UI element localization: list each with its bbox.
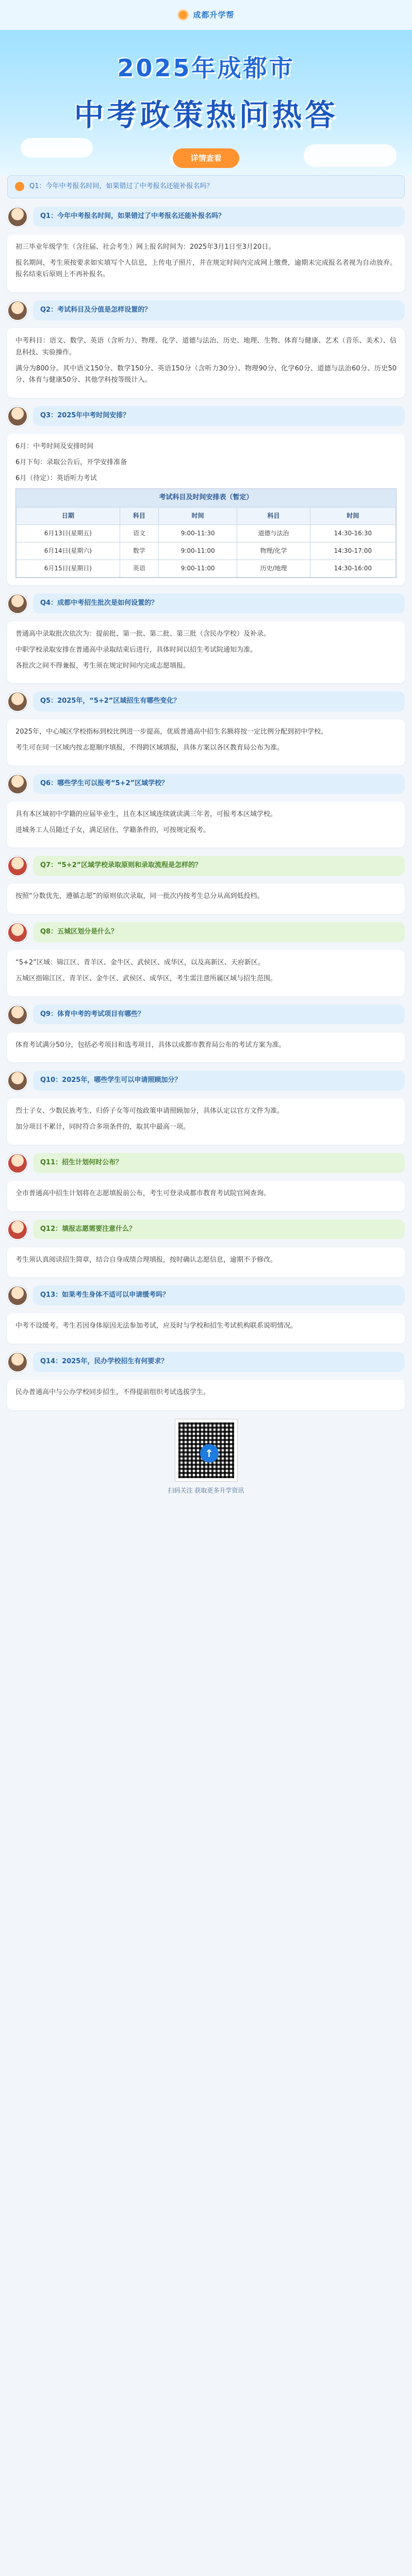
question-bubble: Q10：2025年，哪些学生可以申请照顾加分？	[33, 1071, 405, 1091]
table-cell: 英语	[120, 560, 158, 578]
table-header: 科目	[120, 507, 158, 525]
question-bubble: Q7：“5+2”区域学校录取原则和录取流程是怎样的？	[33, 856, 405, 876]
question-bubble: Q5：2025年，“5+2”区域招生有哪些变化？	[33, 691, 405, 711]
qr-caption: 扫码关注 获取更多升学资讯	[168, 1486, 244, 1494]
question-row	[7, 856, 405, 876]
cloud-decoration	[304, 144, 397, 167]
question-row	[7, 594, 405, 614]
notice-bar	[7, 175, 405, 198]
table-header: 时间	[159, 507, 237, 525]
table-cell: 6月13日(星期五)	[17, 525, 120, 543]
top-bar	[0, 0, 412, 30]
answer-paragraph: 考生可在同一区域内按志愿顺序填报，不得跨区域填报，具体方案以各区教育局公布为准。	[15, 744, 284, 752]
question-bubble: Q6：哪些学生可以报考“5+2”区域学校？	[33, 774, 405, 794]
avatar	[7, 1153, 28, 1174]
question-bubble: Q3：2025年中考时间安排？	[33, 406, 405, 426]
table-cell: 物理/化学	[237, 543, 310, 560]
answer-paragraph: “5+2”区域：锦江区、青羊区、金牛区、武侯区、成华区，以及高新区、天府新区。	[15, 959, 265, 967]
answer-paragraph: 烈士子女、少数民族考生、归侨子女等可按政策申请照顾加分，具体认定以官方文件为准。	[15, 1107, 284, 1115]
question-row	[7, 1219, 405, 1240]
brand-logo-icon	[177, 9, 189, 21]
answer-card	[7, 802, 405, 848]
answer-card	[7, 884, 405, 914]
answer-card	[7, 1098, 405, 1145]
schedule-table	[15, 488, 397, 578]
avatar	[7, 1071, 28, 1091]
question-row	[7, 691, 405, 712]
question-bubble: Q9：体育中考的考试项目有哪些？	[33, 1005, 405, 1025]
question-row	[7, 1352, 405, 1372]
notice-text: Q1：今年中考报名时间，如果错过了中考报名还能补报名吗？	[29, 182, 213, 190]
footer	[7, 1419, 405, 1496]
answer-card	[7, 621, 405, 683]
avatar	[7, 1219, 28, 1240]
answer-paragraph: 五城区指锦江区、青羊区、金牛区、武侯区、成华区，考生需注意所属区域与招生范围。	[15, 974, 277, 982]
answer-paragraph: 6月：中考时间及安排时间	[15, 443, 94, 450]
qr-code[interactable]	[175, 1419, 237, 1481]
answer-card	[7, 1247, 405, 1278]
table-cell: 数学	[120, 543, 158, 560]
table-header: 日期	[17, 507, 120, 525]
answer-card	[7, 950, 405, 996]
table-header: 科目	[237, 507, 310, 525]
answer-card	[7, 328, 405, 398]
table-cell: 14:30-16:30	[310, 525, 395, 543]
question-row	[7, 922, 405, 943]
avatar	[7, 207, 28, 227]
answer-paragraph: 普通高中录取批次依次为：提前批、第一批、第二批、第三批（含民办学校）及补录。	[15, 630, 271, 638]
question-bubble: Q4：成都中考招生批次是如何设置的？	[33, 594, 405, 614]
answer-paragraph: 中考不设缓考。考生若因身体原因无法参加考试，应及时与学校和招生考试机构联系说明情况。	[15, 1322, 298, 1330]
table-title: 考试科目及时间安排表（暂定）	[16, 489, 396, 507]
question-row	[7, 1285, 405, 1306]
answer-paragraph: 考生须认真阅读招生简章，结合自身成绩合理填报，按时确认志愿信息，逾期不予修改。	[15, 1256, 277, 1264]
avatar	[7, 594, 28, 614]
answer-paragraph: 民办普通高中与公办学校同步招生，不得提前组织考试选拔学生。	[15, 1388, 210, 1396]
bell-icon	[15, 182, 24, 191]
question-row	[7, 1153, 405, 1174]
answer-paragraph: 报名期间，考生须按要求如实填写个人信息，上传电子照片，并在规定时间内完成网上缴费，逾期未完成报名者视为自动放弃。报名结束后原则上不再补报名。	[15, 259, 397, 279]
table-row	[17, 560, 396, 578]
table-header: 时间	[310, 507, 395, 525]
answer-card	[7, 1181, 405, 1211]
question-bubble: Q11：招生计划何时公布？	[33, 1153, 405, 1173]
question-row	[7, 207, 405, 227]
answer-paragraph: 按照“分数优先，遵循志愿”的原则依次录取，同一批次内按考生总分从高到低投档。	[15, 892, 264, 901]
hero-title-line1: 2025年成都市	[117, 54, 295, 82]
question-row	[7, 300, 405, 321]
table-cell: 9:00-11:30	[159, 525, 237, 543]
table-cell: 历史/地理	[237, 560, 310, 578]
avatar	[7, 691, 28, 712]
answer-card	[7, 1380, 405, 1410]
table-cell: 6月14日(星期六)	[17, 543, 120, 560]
avatar	[7, 1285, 28, 1306]
question-row	[7, 1071, 405, 1091]
table-cell: 语文	[120, 525, 158, 543]
answer-card	[7, 234, 405, 292]
question-row	[7, 406, 405, 427]
avatar	[7, 1005, 28, 1025]
answer-paragraph: 体育考试满分50分，包括必考项目和选考项目，具体以成都市教育局公布的考试方案为准。	[15, 1041, 286, 1049]
table-cell: 道德与法治	[237, 525, 310, 543]
answer-paragraph: 进城务工人员随迁子女，满足居住、学籍条件的，可按规定报考。	[15, 826, 210, 834]
question-row	[7, 774, 405, 794]
question-bubble: Q8：五城区划分是什么？	[33, 922, 405, 942]
table-cell: 6月15日(星期日)	[17, 560, 120, 578]
arrow-up-icon: ↑	[200, 1444, 219, 1463]
answer-paragraph: 各批次之间不得兼报，考生须在规定时间内完成志愿填报。	[15, 662, 190, 670]
answer-paragraph: 满分为800分。其中语文150分、数学150分、英语150分（含听力30分）、物理90分、化学60分、道德与法治60分、历史50分、体育与健康50分、其他学科按等级计入。	[15, 364, 397, 384]
question-bubble: Q1：今年中考报名时间，如果错过了中考报名还能补报名吗？	[33, 207, 405, 227]
answer-paragraph: 初三毕业年级学生（含往届、社会考生）网上报名时间为：2025年3月1日至3月20日。	[15, 243, 275, 251]
question-row	[7, 1005, 405, 1025]
answer-card	[7, 1313, 405, 1344]
table-row	[17, 525, 396, 543]
answer-paragraph: 全市普通高中招生计划将在志愿填报前公布，考生可登录成都市教育考试院官网查询。	[15, 1189, 271, 1197]
answer-paragraph: 6月（待定）：英语听力考试	[15, 474, 97, 482]
table-row	[17, 543, 396, 560]
hero-banner	[0, 30, 412, 175]
details-button[interactable]: 详情查看	[173, 148, 239, 168]
answer-paragraph: 中职学校录取安排在普通高中录取结束后进行，具体时间以招生考试院通知为准。	[15, 646, 257, 654]
question-bubble: Q14：2025年，民办学校招生有何要求？	[33, 1352, 405, 1372]
answer-card	[7, 434, 405, 585]
avatar	[7, 300, 28, 321]
answer-paragraph: 6月下旬：录取公告后，开学安排准备	[15, 458, 127, 466]
hero-title-line2: 中考政策热问热答	[74, 97, 338, 132]
avatar	[7, 406, 28, 427]
avatar	[7, 856, 28, 876]
answer-paragraph: 中考科目：语文、数学、英语（含听力）、物理、化学、道德与法治、历史、地理、生物、体育与健康、艺术（音乐、美术）、信息科技、实验操作。	[15, 337, 397, 357]
table-cell: 14:30-17:00	[310, 543, 395, 560]
answer-card	[7, 719, 405, 766]
question-bubble: Q13：如果考生身体不适可以申请缓考吗？	[33, 1285, 405, 1306]
brand-name: 成都升学帮	[193, 10, 235, 20]
question-bubble: Q2：考试科目及分值是怎样设置的？	[33, 300, 405, 320]
answer-paragraph: 具有本区域初中学籍的应届毕业生，且在本区域连续就读满三年者，可报考本区域学校。	[15, 810, 277, 818]
table-cell: 9:00-11:00	[159, 543, 237, 560]
avatar	[7, 774, 28, 794]
avatar	[7, 1352, 28, 1372]
table-cell: 9:00-11:00	[159, 560, 237, 578]
avatar	[7, 922, 28, 943]
answer-paragraph: 加分项目不累计，同时符合多项条件的，取其中最高一项。	[15, 1123, 190, 1131]
answer-card	[7, 1032, 405, 1063]
table-cell: 14:30-16:00	[310, 560, 395, 578]
answer-paragraph: 2025年，中心城区学校指标到校比例进一步提高，优质普通高中招生名额将按一定比例分配到初中学校。	[15, 728, 328, 736]
question-bubble: Q12：填报志愿需要注意什么？	[33, 1219, 405, 1240]
